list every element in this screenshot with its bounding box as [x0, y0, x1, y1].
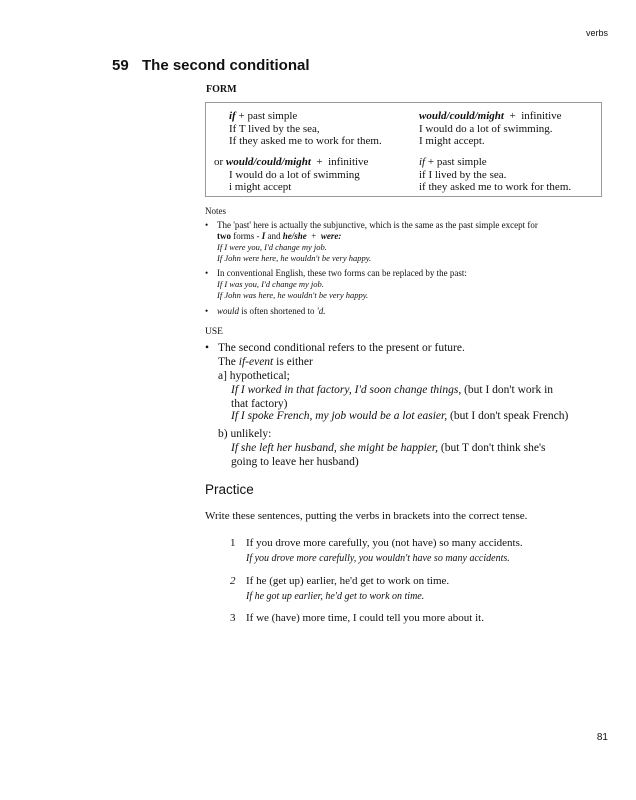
practice-answer: If he got up earlier, he'd get to work on time. — [246, 591, 425, 602]
use-note: (but I don't work in — [464, 384, 554, 396]
unit-title-text: The second conditional — [142, 57, 310, 74]
form-structure: infinitive — [521, 110, 562, 122]
form-row2-right — [419, 156, 571, 194]
note-example: If I was you, I'd change my job. — [217, 279, 324, 289]
plus-sign: + — [509, 110, 516, 122]
use-intro — [218, 356, 313, 370]
plus-sign: + — [311, 231, 317, 241]
note-text: forms - — [233, 231, 260, 241]
form-row1-left — [229, 110, 382, 148]
form-structure: past simple — [247, 110, 298, 122]
practice-number: 3 — [230, 612, 236, 624]
use-a-example — [231, 384, 553, 398]
use-b-example — [231, 442, 546, 456]
note-text: is often shortened to — [241, 306, 315, 316]
note-example: If I were you, I'd change my job. — [217, 242, 327, 252]
note-text: 'd. — [316, 306, 326, 316]
note-item — [205, 306, 605, 317]
note-text: would — [217, 306, 240, 316]
use-b-example-cont: going to leave her husband) — [231, 456, 359, 468]
use-a-example-cont: that factory) — [231, 398, 288, 410]
note-bold: two — [217, 231, 231, 241]
form-row2-left — [214, 156, 368, 194]
plus-sign: + — [238, 110, 245, 122]
use-text: The — [218, 356, 236, 368]
notes-label: Notes — [205, 206, 226, 216]
practice-item — [230, 537, 523, 549]
use-bullet — [205, 342, 209, 356]
form-example: if I lived by the sea. — [419, 168, 507, 181]
if-keyword: if — [419, 156, 426, 168]
note-example: If John were here, he wouldn't be very happy. — [217, 253, 372, 263]
use-label: USE — [205, 327, 223, 337]
form-structure: past simple — [436, 156, 487, 168]
modal-keyword: would/could/might — [225, 156, 311, 168]
note-text: and — [267, 231, 281, 241]
note-item — [205, 268, 605, 301]
form-example: I might accept. — [419, 135, 485, 147]
practice-text: If you drove more carefully, you (not have) so many accidents. — [246, 537, 523, 549]
note-text: The 'past' here is actually the subjunctive, which is the same as the past simple except for — [217, 220, 538, 230]
form-row1-right — [419, 110, 562, 148]
bullet-icon: • — [205, 220, 209, 230]
use-text: is either — [276, 356, 313, 368]
practice-item — [230, 575, 449, 587]
form-table — [205, 102, 602, 197]
form-label: FORM — [206, 84, 237, 95]
use-intro: The second conditional refers to the present or future. — [218, 342, 465, 354]
page-number: 81 — [596, 732, 608, 743]
use-text: if-event — [238, 356, 274, 368]
running-head: verbs — [585, 28, 608, 38]
practice-answer: If you drove more carefully, you wouldn't have so many accidents. — [246, 553, 510, 564]
practice-item — [230, 612, 484, 624]
bullet-icon: • — [205, 268, 209, 278]
note-bold: I — [261, 231, 266, 241]
use-example: If I worked in that factory, I'd soon change things, — [231, 384, 462, 396]
practice-number: 2 — [230, 575, 236, 587]
use-note: (but I don't speak French) — [450, 410, 569, 422]
form-example: I would do a lot of swimming. — [419, 122, 553, 135]
use-note: (but T don't think she's — [440, 442, 546, 454]
modal-keyword: would/could/might — [419, 110, 504, 122]
use-a-label: a] hypothetical; — [218, 370, 290, 382]
use-example: If she left her husband, she might be happier, — [231, 442, 438, 454]
use-a-example — [231, 410, 568, 424]
practice-heading: Practice — [205, 482, 254, 497]
note-bold: he/she — [282, 231, 307, 241]
form-structure: infinitive — [328, 156, 369, 168]
form-example: If they asked me to work for them. — [229, 135, 382, 147]
unit-title — [112, 57, 310, 74]
bullet-icon: • — [205, 342, 210, 354]
practice-instruction: Write these sentences, putting the verbs in brackets into the correct tense. — [205, 510, 528, 522]
form-example: I would do a lot of swimming — [229, 168, 360, 181]
form-example: If T lived by the sea, — [229, 122, 320, 135]
practice-text: If we (have) more time, I could tell you more about it. — [246, 612, 484, 624]
practice-number: 1 — [230, 537, 236, 549]
note-item — [205, 220, 605, 264]
or-word: or — [214, 156, 224, 168]
bullet-icon: • — [205, 306, 209, 316]
plus-sign: + — [316, 156, 323, 168]
if-keyword: if — [229, 110, 236, 122]
form-example: i might accept — [229, 181, 292, 193]
form-example: if they asked me to work for them. — [419, 181, 572, 193]
unit-number: 59 — [112, 57, 129, 74]
use-b-label: b) unlikely: — [218, 428, 272, 440]
note-example: If John was here, he wouldn't be very happy. — [217, 290, 369, 300]
practice-text: If he (get up) earlier, he'd get to work on time. — [246, 575, 450, 587]
note-bold: were: — [320, 231, 342, 241]
plus-sign: + — [427, 156, 435, 168]
use-example: If I spoke French, my job would be a lot easier, — [231, 410, 448, 422]
note-text: In conventional English, these two forms can be replaced by the past: — [217, 268, 467, 278]
